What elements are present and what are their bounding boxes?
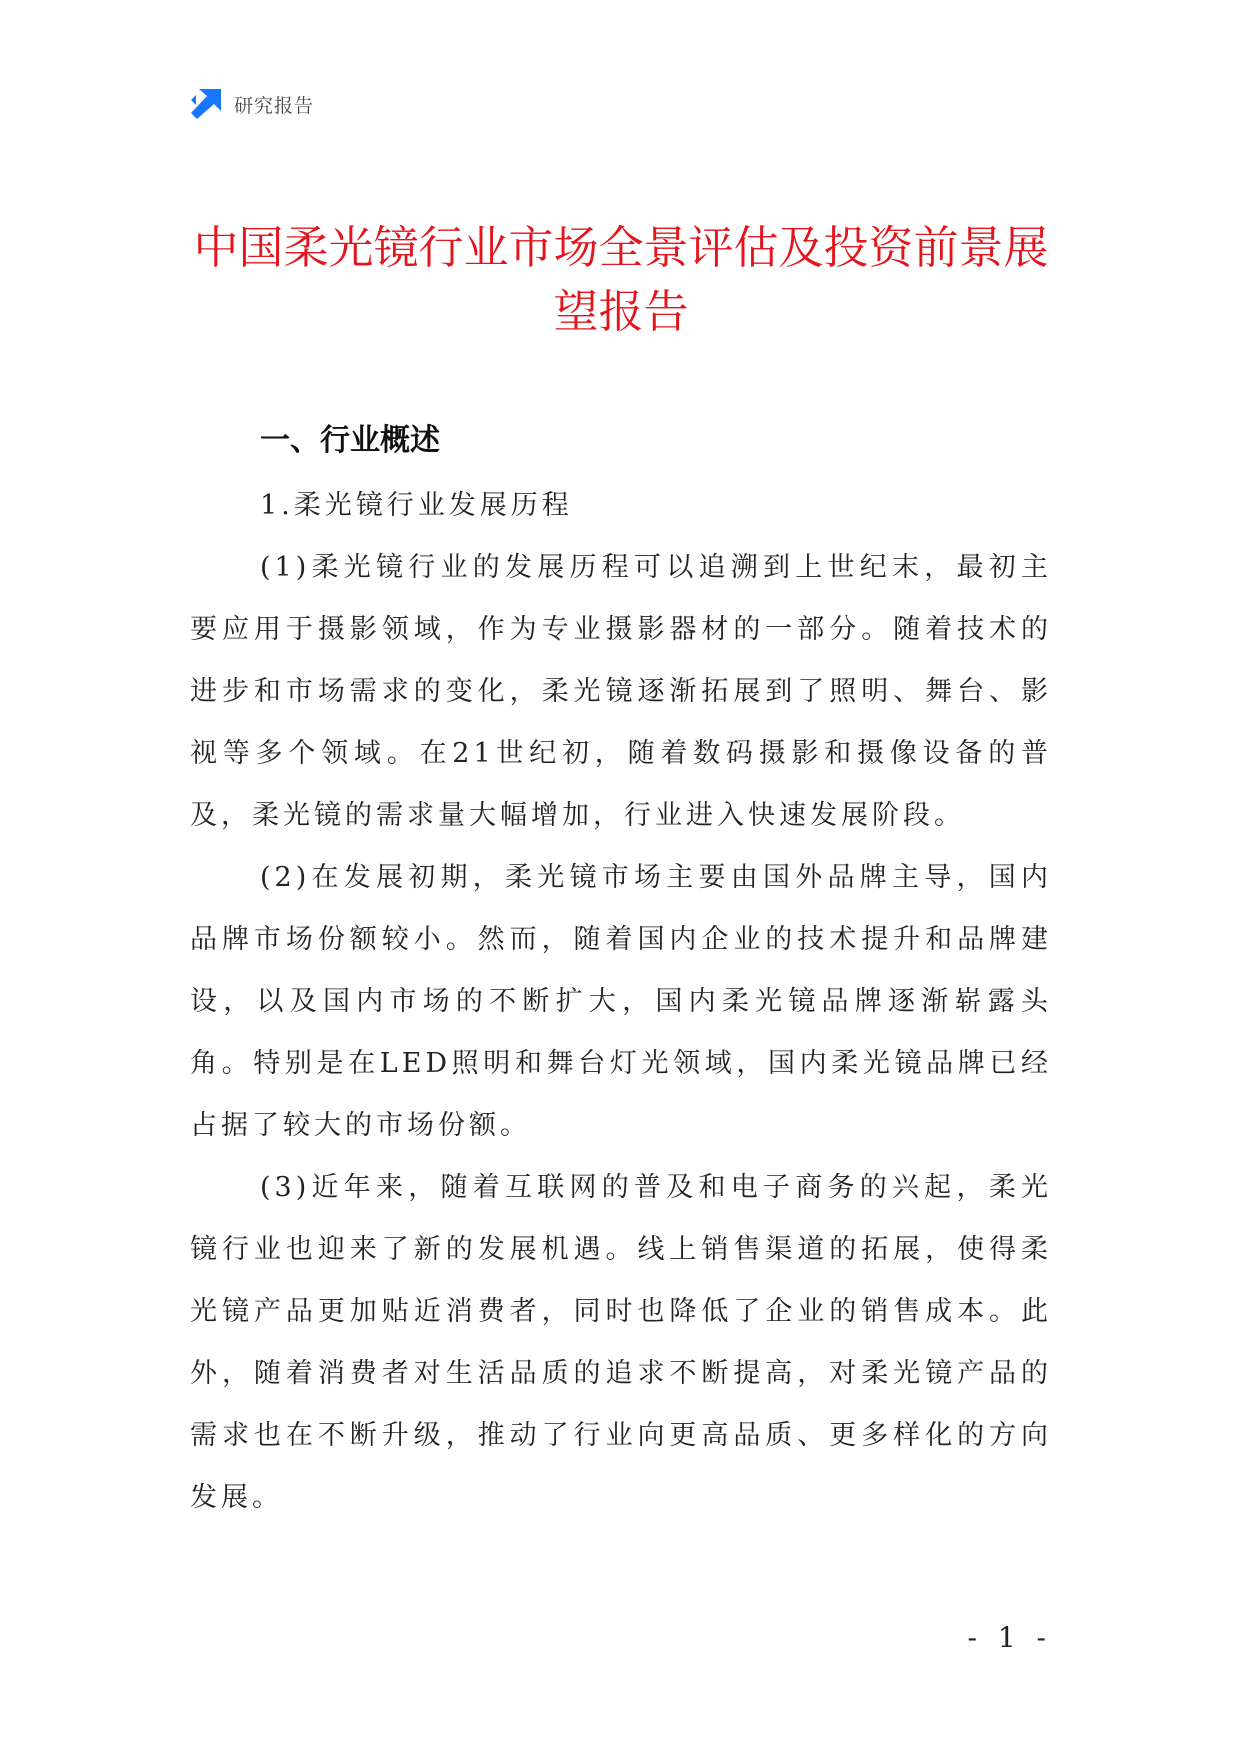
document-title: 中国柔光镜行业市场全景评估及投资前景展望报告 [193, 221, 1049, 338]
subsection-heading: 1.柔光镜行业发展历程 [260, 490, 573, 521]
arrow-up-right-icon [190, 88, 222, 120]
paragraph-3: (3)近年来，随着互联网的普及和电子商务的兴起，柔光镜行业也迎来了新的发展机遇。线上销售渠道的拓展，使得柔光镜产品更加贴近消费者，同时也降低了企业的销售成本。此外，随着消费者对生活品质的追求不断提高，对柔光镜产品的需求也在不断升级，推动了行业向更高品质、更多样化的方向发展。 [190, 1172, 1052, 1513]
document-body [190, 413, 1052, 1529]
page-number: - 1 - [967, 1621, 1052, 1654]
header-label: 研究报告 [234, 94, 315, 117]
document-header [190, 88, 314, 120]
section-heading: 一、行业概述 [260, 423, 440, 458]
paragraph-1: (1)柔光镜行业的发展历程可以追溯到上世纪末，最初主要应用于摄影领域，作为专业摄影器材的一部分。随着技术的进步和市场需求的变化，柔光镜逐渐拓展到了照明、舞台、影视等多个领域。在21世纪初，随着数码摄影和摄像设备的普及，柔光镜的需求量大幅增加，行业进入快速发展阶段。 [190, 552, 1052, 831]
paragraph-2: (2)在发展初期，柔光镜市场主要由国外品牌主导，国内品牌市场份额较小。然而，随着国内企业的技术提升和品牌建设，以及国内市场的不断扩大，国内柔光镜品牌逐渐崭露头角。特别是在LED照明和舞台灯光领域，国内柔光镜品牌已经占据了较大的市场份额。 [190, 862, 1052, 1141]
